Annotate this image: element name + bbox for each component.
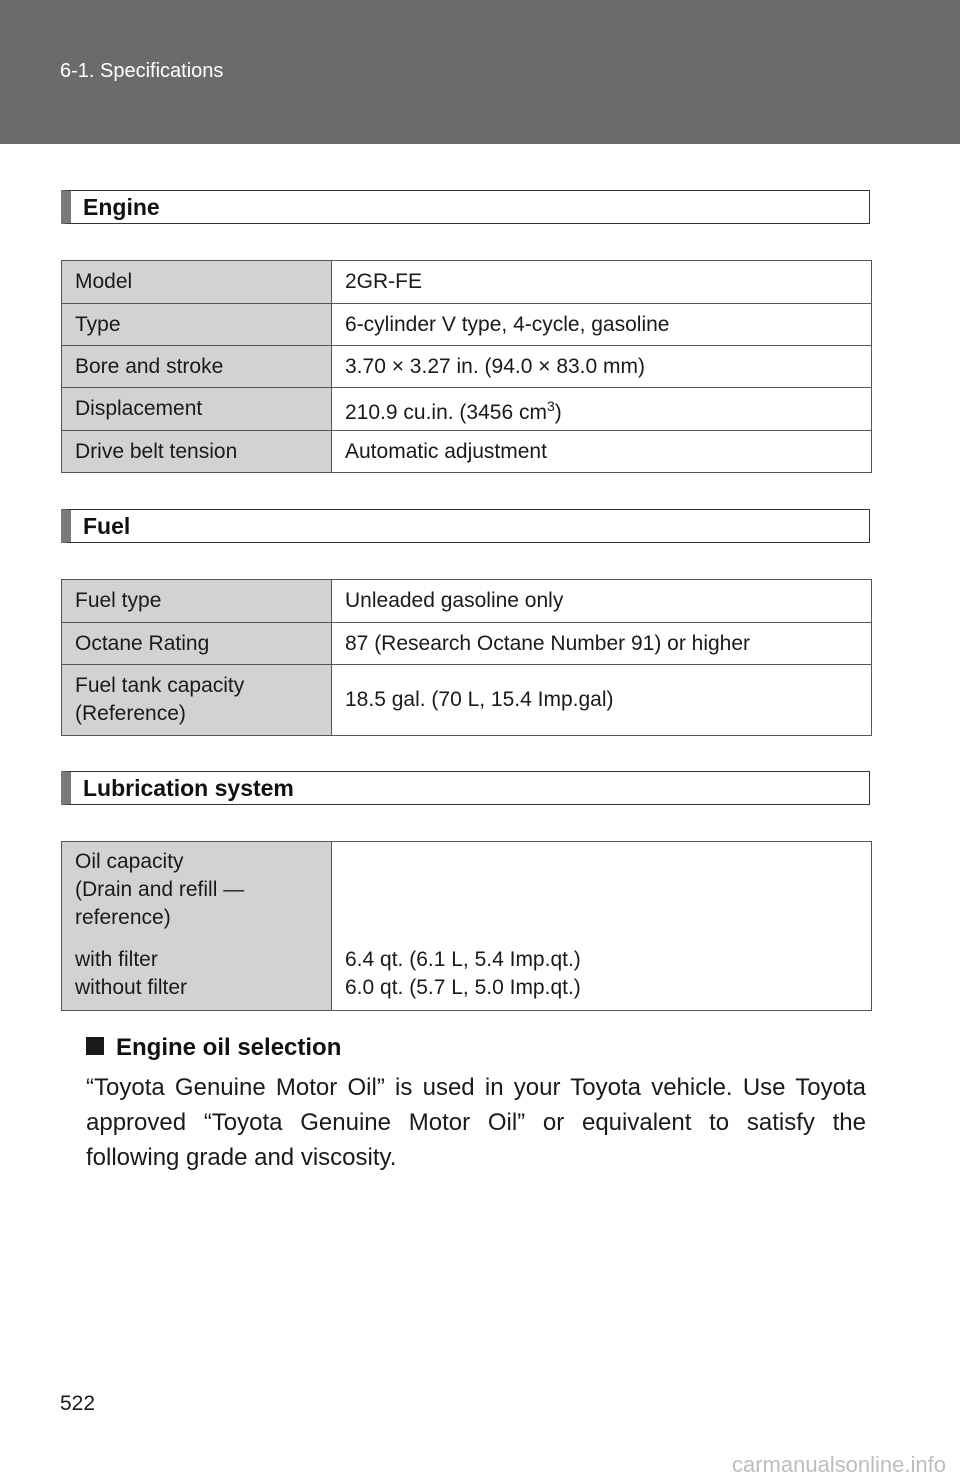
- square-bullet-icon: [86, 1037, 104, 1055]
- page-number: 522: [60, 1392, 96, 1415]
- oil-filter-labels: with filter without filter: [75, 948, 188, 999]
- table-row: [62, 346, 872, 388]
- spec-label: Fuel type: [62, 580, 332, 623]
- spec-label: Type: [62, 304, 332, 346]
- spec-value: Unleaded gasoline only: [332, 580, 872, 623]
- table-row: [62, 304, 872, 346]
- spec-label: Drive belt tension: [62, 431, 332, 473]
- displacement-value: 210.9 cu.in. (3456 cm: [345, 400, 547, 424]
- spec-label: [62, 842, 332, 1011]
- heading-text: Engine oil selection: [116, 1034, 342, 1061]
- watermark: carmanualsonline.info: [731, 1452, 946, 1477]
- engine-oil-selection-heading: [86, 1034, 341, 1062]
- section-title: Lubrication system: [83, 775, 294, 801]
- engine-table: [61, 260, 872, 473]
- oil-capacity-values: 6.4 qt. (6.1 L, 5.4 Imp.qt.) 6.0 qt. (5.7 L, 5.0 Imp.qt.): [345, 948, 581, 999]
- lubrication-table: [61, 841, 872, 1011]
- table-row: [62, 431, 872, 473]
- spec-label: Model: [62, 261, 332, 304]
- section-lubrication: [61, 771, 870, 805]
- table-row: [62, 665, 872, 736]
- table-row: [62, 261, 872, 304]
- fuel-table: [61, 579, 872, 736]
- section-title: Fuel: [83, 513, 131, 539]
- oil-capacity-label: Oil capacity (Drain and refill — reference): [75, 850, 245, 929]
- table-row: [62, 842, 872, 1011]
- spec-value: 6-cylinder V type, 4-cycle, gasoline: [332, 304, 872, 346]
- breadcrumb: 6-1. Specifications: [60, 60, 224, 82]
- section-title: Engine: [83, 194, 160, 220]
- section-engine: [61, 190, 870, 224]
- page-header: [0, 0, 960, 144]
- spec-value: 2GR-FE: [332, 261, 872, 304]
- spec-label: Fuel tank capacity (Reference): [62, 665, 332, 736]
- superscript: 3: [546, 397, 555, 414]
- table-row: [62, 388, 872, 431]
- displacement-suffix: ): [554, 400, 562, 424]
- table-row: [62, 580, 872, 623]
- spec-value: 87 (Research Octane Number 91) or higher: [332, 623, 872, 665]
- engine-oil-paragraph: “Toyota Genuine Motor Oil” is used in your Toyota vehicle. Use Toyota approved “Toyota Genuine Motor Oil” or equivalent to satisfy the following grade and viscosity.: [86, 1074, 866, 1171]
- spec-value: 3.70 × 3.27 in. (94.0 × 83.0 mm): [332, 346, 872, 388]
- table-row: [62, 623, 872, 665]
- spec-value: 18.5 gal. (70 L, 15.4 Imp.gal): [332, 665, 872, 736]
- spec-value: [332, 842, 872, 1011]
- spec-value: [332, 388, 872, 431]
- spec-label: Octane Rating: [62, 623, 332, 665]
- section-fuel: [61, 509, 870, 543]
- spec-label: Displacement: [62, 388, 332, 431]
- spec-label: Bore and stroke: [62, 346, 332, 388]
- spec-value: Automatic adjustment: [332, 431, 872, 473]
